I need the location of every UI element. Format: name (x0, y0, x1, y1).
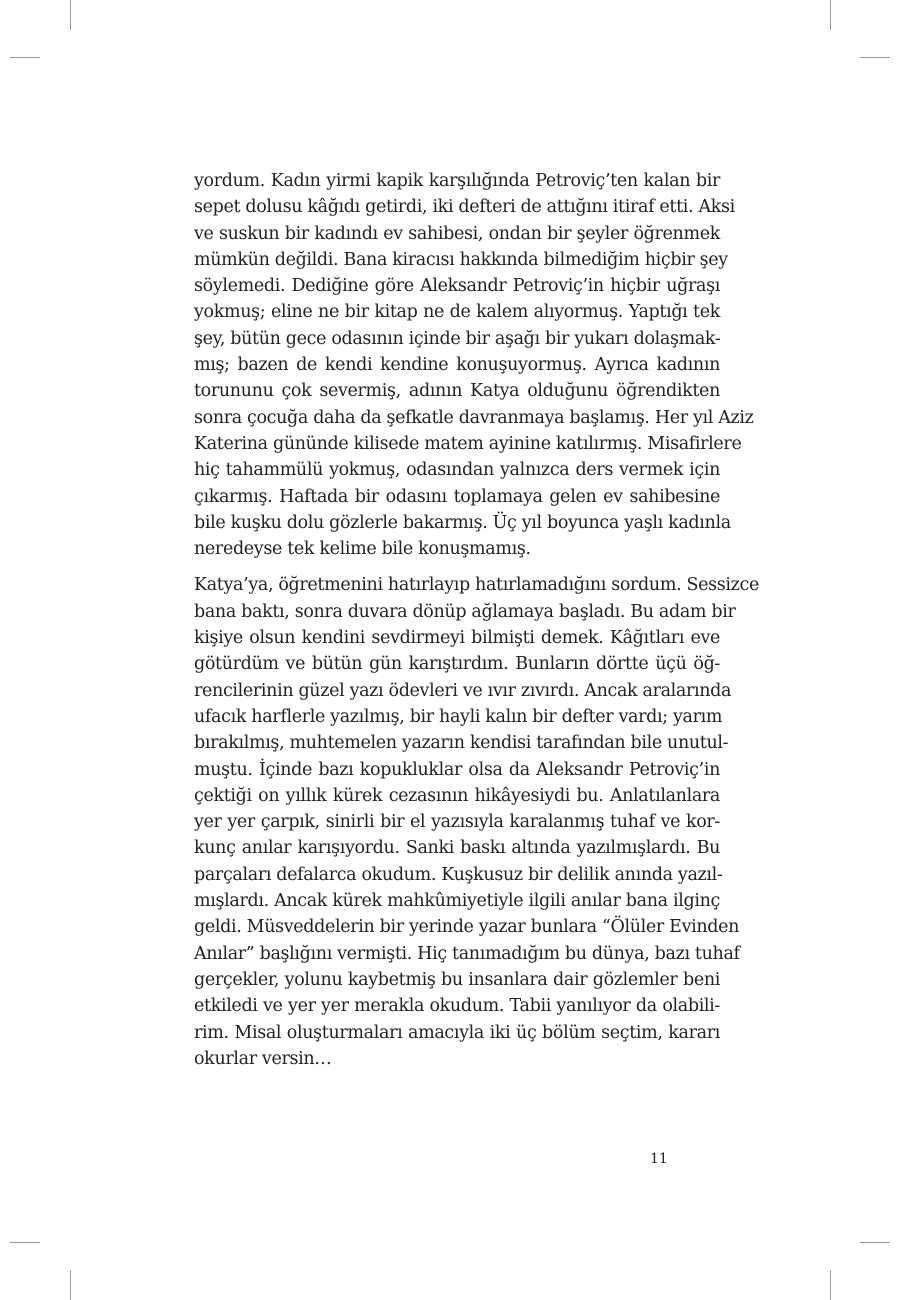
text-line: sepet dolusu kâğıdı getirdi, iki defteri de attığını itiraf etti. Aksi (194, 197, 735, 218)
paragraph-1 (194, 168, 754, 562)
page-number: 11 (650, 1151, 668, 1167)
text-line: yordum. Kadın yirmi kapik karşılığında Petroviç’ten kalan bir (194, 171, 720, 191)
text-line: hiç tahammülü yokmuş, odasından yalnızca ders vermek için (194, 460, 720, 481)
text-line: rim. Misal oluşturmaları amacıyla iki üç bölüm seçtim, kararı (194, 1022, 720, 1043)
text-line: neredeyse tek kelime bile konuşmamış. (194, 539, 531, 560)
body-text (194, 168, 759, 1072)
text-line: bana baktı, sonra duvara dönüp ağlamaya başladı. Bu adam bir (194, 601, 736, 622)
text-line: ufacık harflerle yazılmış, bir hayli kalın bir defter vardı; yarım (194, 706, 723, 727)
crop-mark-top-left (70, 0, 71, 30)
paragraph-2 (194, 572, 759, 1072)
text-line: okurlar versin… (194, 1048, 332, 1069)
crop-mark-right-top (860, 57, 890, 58)
text-line: çektiği on yıllık kürek cezasının hikâyesiydi bu. Anlatılanlara (194, 785, 720, 806)
text-line: mümkün değildi. Bana kiracısı hakkında bilmediğim hiçbir şey (194, 249, 728, 270)
text-line: sonra çocuğa daha da şefkatle davranmaya başlamış. Her yıl Aziz (194, 407, 754, 428)
text-line: kunç anılar karışıyordu. Sanki baskı altında yazılmışlardı. Bu (194, 838, 720, 859)
text-line: şey, bütün gece odasının içinde bir aşağı bir yukarı dolaşmak- (194, 328, 721, 349)
text-line: Katya’ya, öğretmenini hatırlayıp hatırlamadığını sordum. Sessizce (194, 575, 759, 596)
text-line: parçaları defalarca okudum. Kuşkusuz bir delilik anında yazıl- (194, 864, 723, 885)
crop-mark-right-bottom (860, 1242, 890, 1243)
text-line: yokmuş; eline ne bir kitap ne de kalem alıyormuş. Yaptığı tek (194, 302, 720, 323)
text-line: söylemedi. Dediğine göre Aleksandr Petroviç’in hiçbir uğraşı (194, 276, 720, 297)
text-line: bile kuşku dolu gözlerle bakarmış. Üç yıl boyunca yaşlı kadınla (194, 512, 731, 533)
text-line: etkiledi ve yer yer merakla okudum. Tabii yanılıyor da olabili- (194, 996, 720, 1017)
text-line: mış; bazen de kendi kendine konuşuyormuş. Ayrıca kadının (194, 355, 720, 376)
text-line: yer yer çarpık, sinirli bir el yazısıyla karalanmış tuhaf ve kor- (194, 812, 720, 833)
text-line: torununu çok severmiş, adının Katya olduğunu öğrendikten (194, 381, 720, 402)
paragraph-gap (194, 562, 720, 572)
crop-mark-top-right (830, 0, 831, 30)
text-line: çıkarmış. Haftada bir odasını toplamaya gelen ev sahibesine (194, 486, 720, 507)
text-line: geldi. Müsveddelerin bir yerinde yazar bunlara “Ölüler Evinden (194, 917, 740, 938)
text-line: bırakılmış, muhtemelen yazarın kendisi tarafından bile unutul- (194, 733, 729, 754)
crop-mark-bottom-left (70, 1270, 71, 1300)
text-line: rencilerinin güzel yazı ödevleri ve ıvır zıvırdı. Ancak aralarında (194, 680, 732, 701)
text-line: Katerina gününde kilisede matem ayinine katılırmış. Misafirlere (194, 433, 742, 454)
text-line: Anılar” başlığını vermişti. Hiç tanımadığım bu dünya, bazı tuhaf (194, 943, 740, 964)
text-line: götürdüm ve bütün gün karıştırdım. Bunların dörtte üçü öğ- (194, 654, 720, 675)
text-line: gerçekler, yolunu kaybetmiş bu insanlara dair gözlemler beni (194, 969, 720, 990)
text-line: muştu. İçinde bazı kopukluklar olsa da Aleksandr Petroviç’in (194, 759, 720, 780)
text-line: kişiye olsun kendini sevdirmeyi bilmişti demek. Kâğıtları eve (194, 628, 720, 649)
text-line: ve suskun bir kadındı ev sahibesi, ondan bir şeyler öğrenmek (194, 223, 720, 244)
crop-mark-left-top (10, 57, 40, 58)
text-line: mışlardı. Ancak kürek mahkûmiyetiyle ilgili anılar bana ilginç (194, 891, 720, 912)
crop-mark-bottom-right (830, 1270, 831, 1300)
crop-mark-left-bottom (10, 1242, 40, 1243)
